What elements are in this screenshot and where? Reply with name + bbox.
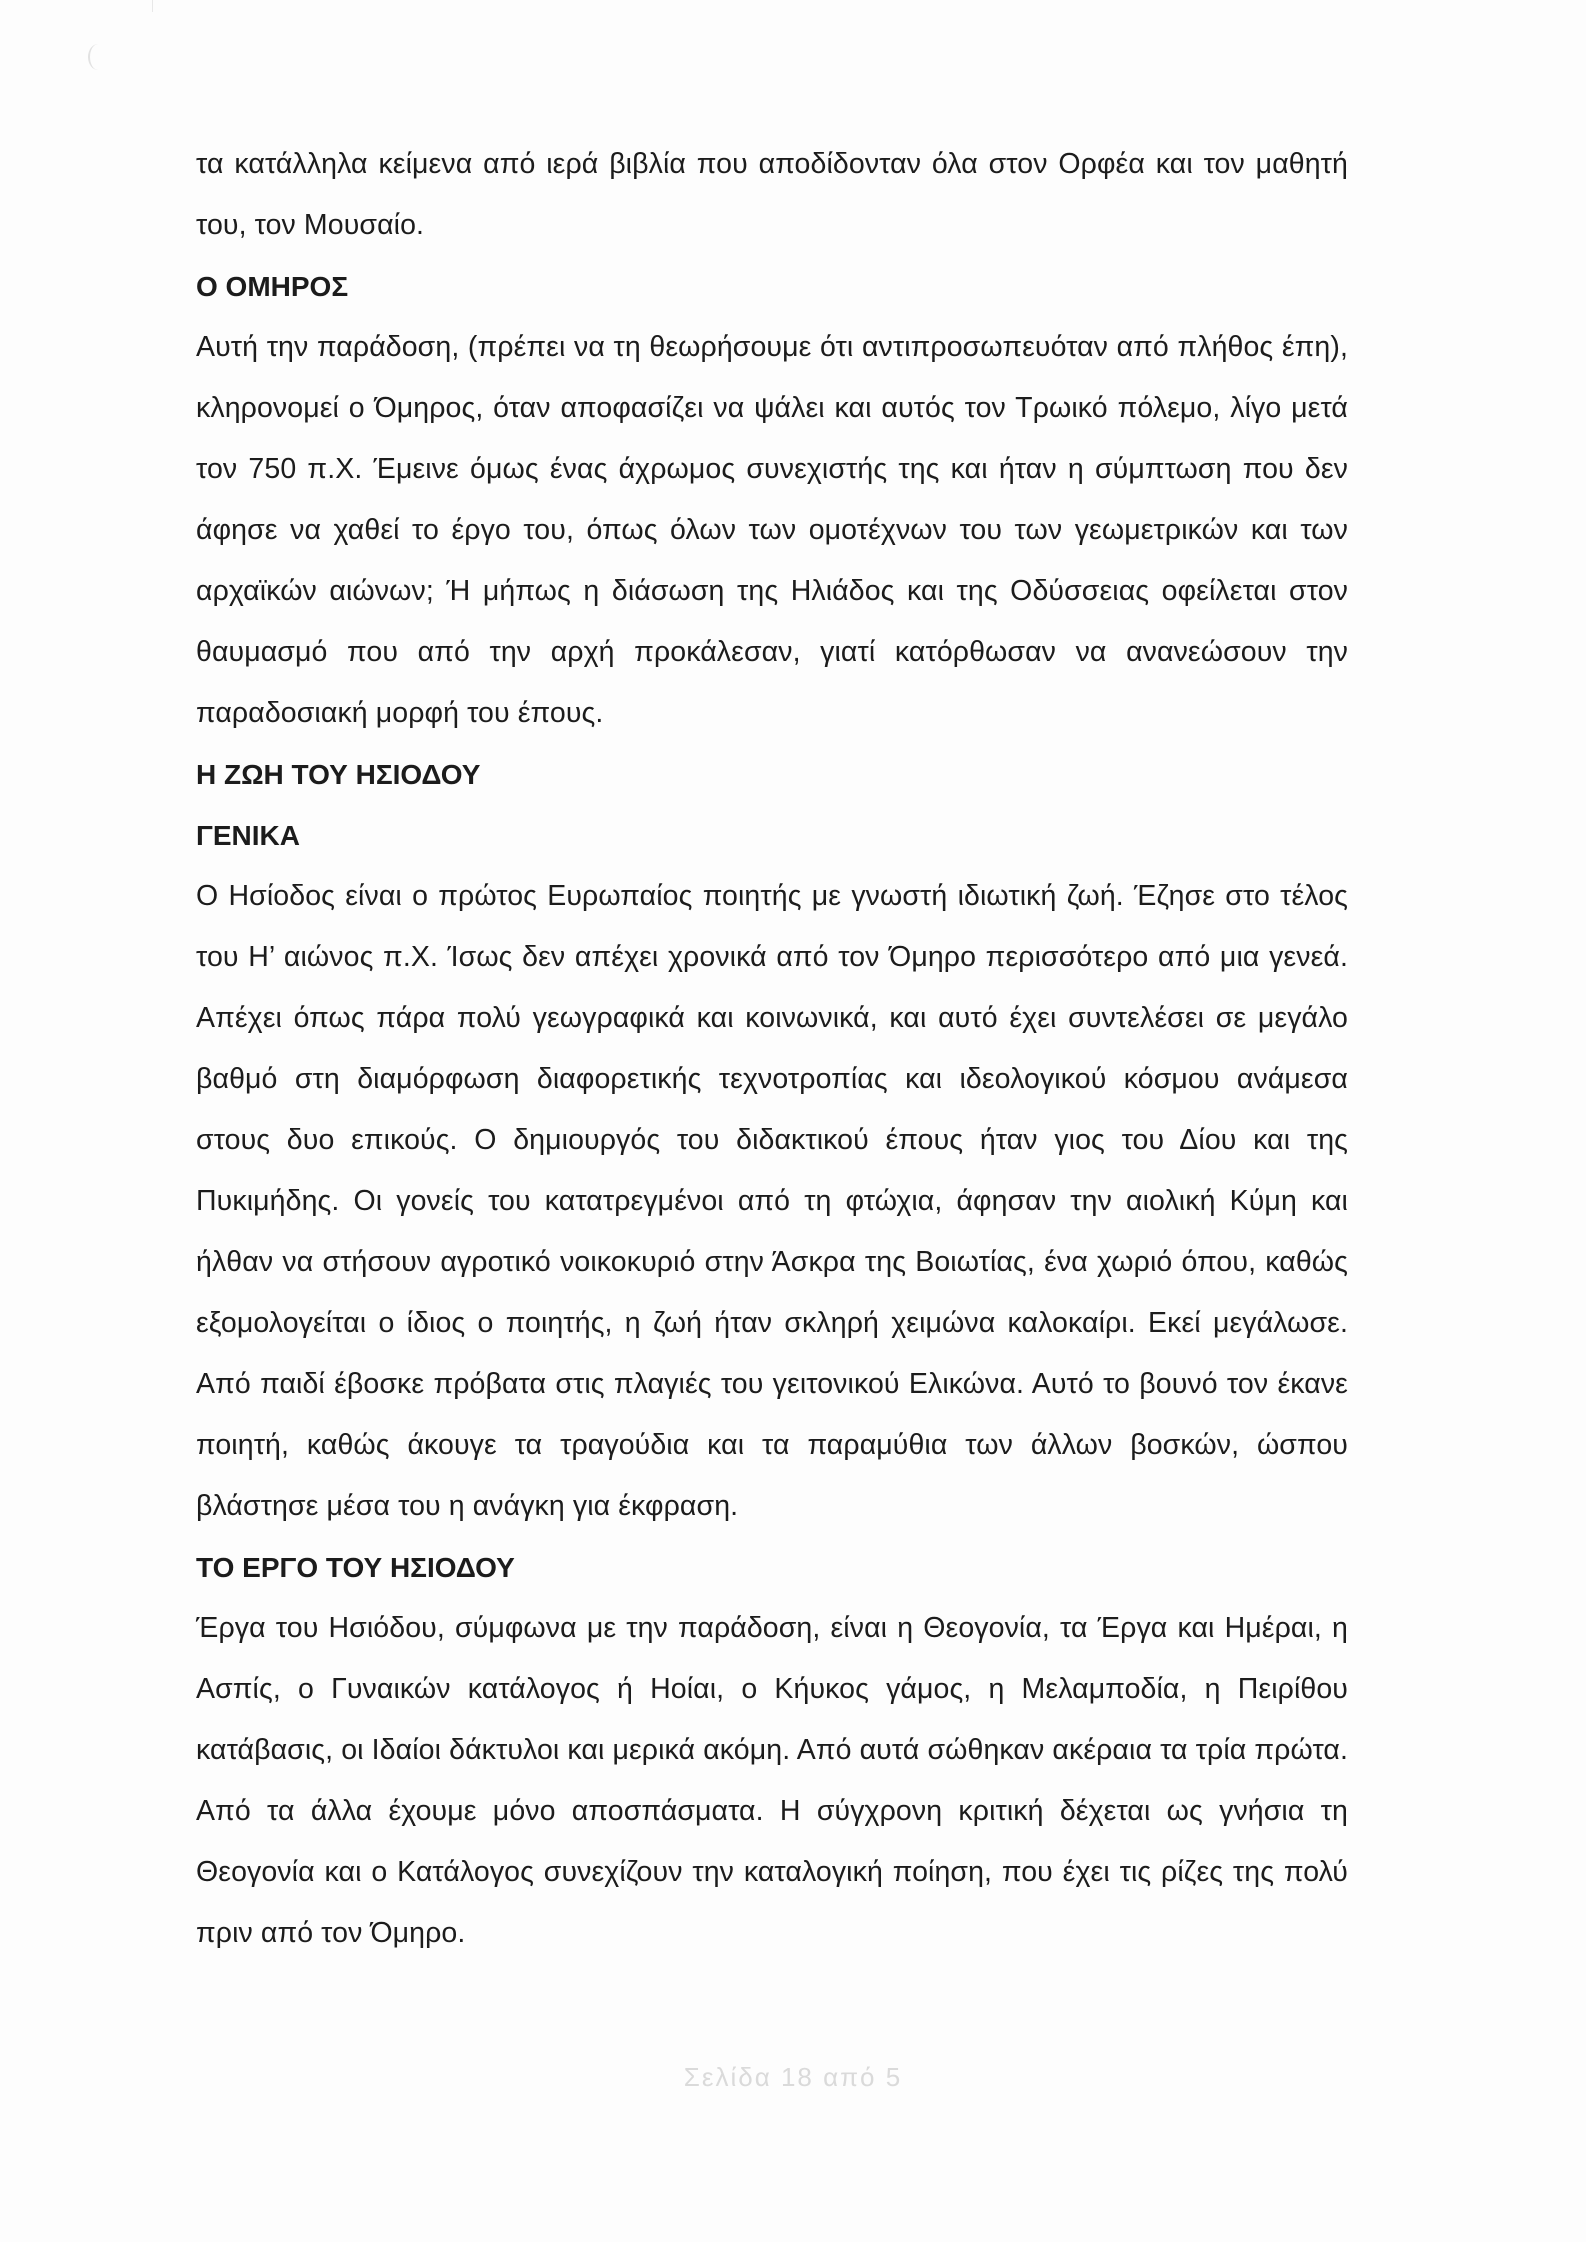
scan-artifact [88, 44, 108, 70]
heading-general: ΓΕΝΙΚΑ [196, 820, 300, 851]
scan-artifact [140, 0, 153, 12]
paragraph-hesiod-work: Έργα του Ησιόδου, σύμφωνα με την παράδοση, είναι η Θεογονία, τα Έργα και Ημέραι, η Ασπίς, ο Γυναικών κατάλογος ή Ηοίαι, ο Κήυκος γάμος, η Μελαμποδία, η Πειρίθου κατάβασις, οι Ιδαίοι δάκτυλοι και μερικά ακόμη. Από αυτά σώθηκαν ακέραια τα τρία πρώτα. Από τα άλλα έχουμε μόνο αποσπάσματα. Η σύγχρονη κριτική δέχεται ως γνήσια τη Θεογονία και ο Κατάλογος συνεχίζουν την καταλογική ποίηση, που έχει τις ρίζες της πολύ πριν από τον Όμηρο. [196, 1612, 1348, 1949]
paragraph-orpheus: τα κατάλληλα κείμενα από ιερά βιβλία που αποδίδονταν όλα στον Ορφέα και τον μαθητή του, τον Μουσαίο. [196, 148, 1348, 241]
heading-homer: Ο ΟΜΗΡΟΣ [196, 271, 349, 302]
page-number-footer: Σελίδα 18 από 5 [683, 2062, 903, 2092]
heading-hesiod-life: Η ΖΩΗ ΤΟΥ ΗΣΙΟΔΟΥ [196, 759, 481, 790]
paragraph-hesiod-life: Ο Ησίοδος είναι ο πρώτος Ευρωπαίος ποιητής με γνωστή ιδιωτική ζωή. Έζησε στο τέλος του Η’ αιώνος π.Χ. Ίσως δεν απέχει χρονικά από τον Όμηρο περισσότερο από μια γενεά. Απέχει όπως πάρα πολύ γεωγραφικά και κοινωνικά, και αυτό έχει συντελέσει σε μεγάλο βαθμό στη διαμόρφωση διαφορετικής τεχνοτροπίας και ιδεολογικού κόσμου ανάμεσα στους δυο επικούς. Ο δημιουργός του διδακτικού έπους ήταν γιος του Δίου και της Πυκιμήδης. Οι γονείς του κατατρεγμένοι από τη φτώχια, άφησαν την αιολική Κύμη και ήλθαν να στήσουν αγροτικό νοικοκυριό στην Άσκρα της Βοιωτίας, ένα χωριό όπου, καθώς εξομολογείται ο ίδιος ο ποιητής, η ζωή ήταν σκληρή χειμώνα καλοκαίρι. Εκεί μεγάλωσε. Από παιδί έβοσκε πρόβατα στις πλαγιές του γειτονικού Ελικώνα. Αυτό το βουνό τον έκανε ποιητή, καθώς άκουγε τα τραγούδια και τα παραμύθια των άλλων βοσκών, ώσπου βλάστησε μέσα του η ανάγκη για έκφραση. [196, 880, 1348, 1522]
heading-hesiod-work: ΤΟ ΕΡΓΟ ΤΟΥ ΗΣΙΟΔΟΥ [196, 1552, 515, 1583]
body-text [196, 134, 1348, 1964]
paragraph-homer: Αυτή την παράδοση, (πρέπει να τη θεωρήσουμε ότι αντιπροσωπευόταν από πλήθος έπη), κληρονομεί ο Όμηρος, όταν αποφασίζει να ψάλει και αυτός τον Τρωικό πόλεμο, λίγο μετά τον 750 π.Χ. Έμεινε όμως ένας άχρωμος συνεχιστής της και ήταν η σύμπτωση που δεν άφησε να χαθεί το έργο του, όπως όλων των ομοτέχνων του των γεωμετρικών και των αρχαϊκών αιώνων; Ή μήπως η διάσωση της Ηλιάδος και της Οδύσσειας οφείλεται στον θαυμασμό που από την αρχή προκάλεσαν, γιατί κατόρθωσαν να ανανεώσουν την παραδοσιακή μορφή του έπους. [196, 331, 1348, 729]
